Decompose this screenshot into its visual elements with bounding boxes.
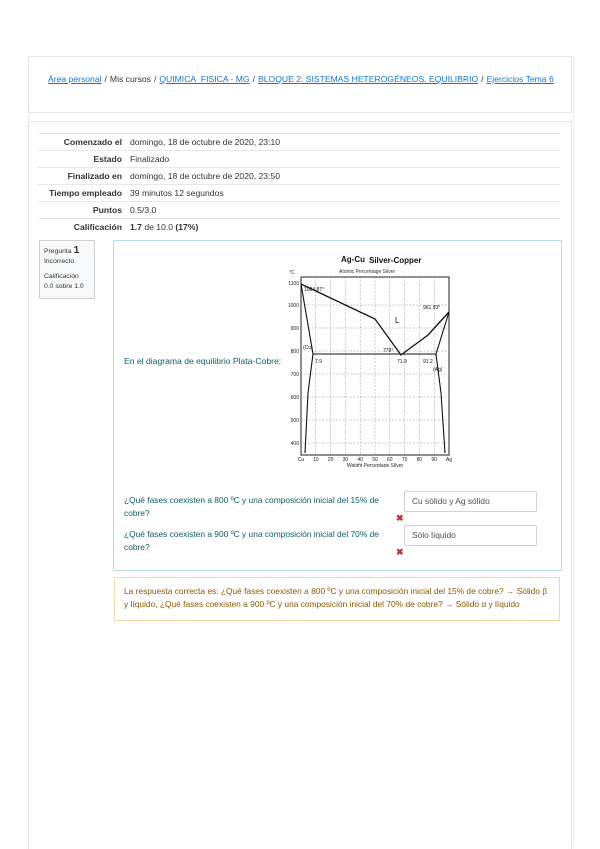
summary-row-finished xyxy=(38,168,560,185)
x-tick: 20 xyxy=(327,457,334,463)
breadcrumb-section-link[interactable]: BLOQUE 2: SISTEMAS HETEROGÉNEOS. EQUILIBRIO xyxy=(258,74,479,84)
summary-row-marks xyxy=(38,202,560,219)
x-tick: Ag xyxy=(445,457,453,463)
x-tick: Cu xyxy=(297,457,305,463)
eutectic-temp-label: 779° xyxy=(383,348,394,354)
question-status: Incorrecto xyxy=(44,258,75,265)
breadcrumb-separator: / xyxy=(104,74,107,84)
breadcrumb-separator: / xyxy=(252,74,256,84)
question-info-panel xyxy=(39,240,95,299)
ag-phase-label: (Ag) xyxy=(433,367,443,373)
x-tick: 80 xyxy=(416,457,423,463)
eutectic-right-label: 91.2 xyxy=(423,359,433,365)
x-tick: 30 xyxy=(342,457,349,463)
x-tick: 90 xyxy=(431,457,437,463)
grade-value xyxy=(126,219,560,236)
incorrect-icon: ✖ xyxy=(396,547,404,557)
incorrect-icon: ✖ xyxy=(396,513,404,523)
breadcrumb xyxy=(48,74,554,84)
ag-melting-label: 961.93° xyxy=(423,305,441,311)
finished-label: Finalizado en xyxy=(38,168,126,185)
started-label: Comenzado el xyxy=(38,134,126,151)
time-label: Tiempo empleado xyxy=(38,185,126,202)
question-number: 1 xyxy=(73,244,80,256)
subquestion-2-answer-select[interactable]: Sólo líquido xyxy=(404,525,537,546)
summary-row-started xyxy=(38,134,560,151)
grade-score: 1.7 xyxy=(130,222,142,232)
eutectic-left-label: 7.9 xyxy=(315,359,322,365)
question-text: En el diagrama de equilibrio Plata-Cobre: xyxy=(124,356,282,366)
y-tick: 700 xyxy=(290,372,299,378)
grade-out-of: de 10.0 xyxy=(141,222,176,232)
subquestion-2-text: ¿Qué fases coexisten a 900 ºC y una composición inicial del 70% de cobre? xyxy=(124,529,379,552)
subquestion-1-text: ¿Qué fases coexisten a 800 ºC y una composición inicial del 15% de cobre? xyxy=(124,495,379,518)
liquid-phase-label: L xyxy=(395,316,400,325)
cu-melting-label: 1084.87° xyxy=(304,287,325,293)
diagram-title-right: Silver-Copper xyxy=(369,256,422,265)
grade-percent: (17%) xyxy=(175,222,199,232)
subquestion-1-answer-select[interactable]: Cu sólido y Ag sólido xyxy=(404,491,537,512)
marks-label: Puntos xyxy=(38,202,126,219)
summary-row-state xyxy=(38,151,560,168)
y-tick: 500 xyxy=(290,418,299,424)
summary-row-time xyxy=(38,185,560,202)
phase-diagram-image xyxy=(283,253,457,467)
x-tick: 50 xyxy=(372,457,378,463)
y-tick: 900 xyxy=(290,326,299,332)
state-label: Estado xyxy=(38,151,126,168)
y-tick: 600 xyxy=(290,395,299,401)
question-label: Pregunta xyxy=(44,248,72,255)
diagram-top-axis-label: Atomic Percentage Silver xyxy=(339,269,396,275)
y-tick: 1000 xyxy=(287,303,299,309)
eutectic-composition-label: 71.9 xyxy=(397,359,407,365)
finished-value: domingo, 18 de octubre de 2020, 23:50 xyxy=(126,168,560,185)
y-tick: 800 xyxy=(290,349,299,355)
y-tick: 1100 xyxy=(288,281,299,287)
breadcrumb-separator: / xyxy=(153,74,157,84)
breadcrumb-quiz-link[interactable]: Ejercicios Tema 6 xyxy=(486,74,554,84)
breadcrumb-my-courses: Mis cursos xyxy=(109,74,151,84)
x-tick: 10 xyxy=(313,457,319,463)
question-grade: Calificación 0.0 sobre 1.0 xyxy=(44,273,84,290)
breadcrumb-course-link[interactable]: QUIMICA_FISICA - MG xyxy=(159,74,250,84)
diagram-unit: °C xyxy=(289,270,295,276)
time-value: 39 minutos 12 segundos xyxy=(126,185,560,202)
diagram-bottom-axis-label: Weight Percentage Silver xyxy=(346,463,404,467)
breadcrumb-card xyxy=(28,56,572,113)
breadcrumb-home-link[interactable]: Área personal xyxy=(48,74,102,84)
breadcrumb-separator: / xyxy=(481,74,484,84)
x-tick: 60 xyxy=(387,457,393,463)
x-tick: 40 xyxy=(357,457,363,463)
diagram-title-left: Ag-Cu xyxy=(341,255,365,264)
marks-value: 0.5/3.0 xyxy=(126,202,560,219)
cu-phase-label: (Cu) xyxy=(303,345,313,351)
started-value: domingo, 18 de octubre de 2020, 23:10 xyxy=(126,134,560,151)
x-tick: 70 xyxy=(401,457,408,463)
attempt-summary-table xyxy=(38,133,560,235)
grade-label: Calificación xyxy=(38,219,126,236)
y-tick: 400 xyxy=(290,441,299,447)
correct-answer-feedback: La respuesta correcta es: ¿Qué fases coexisten a 800 ºC y una composición inicial del 15% de cobre? → Sólido β y líquido, ¿Qué fases coexisten a 900 ºC y una composición inicial del 70% de cobre? → Sólido α y líquido xyxy=(114,577,560,621)
state-value: Finalizado xyxy=(126,151,560,168)
summary-row-grade xyxy=(38,219,560,236)
